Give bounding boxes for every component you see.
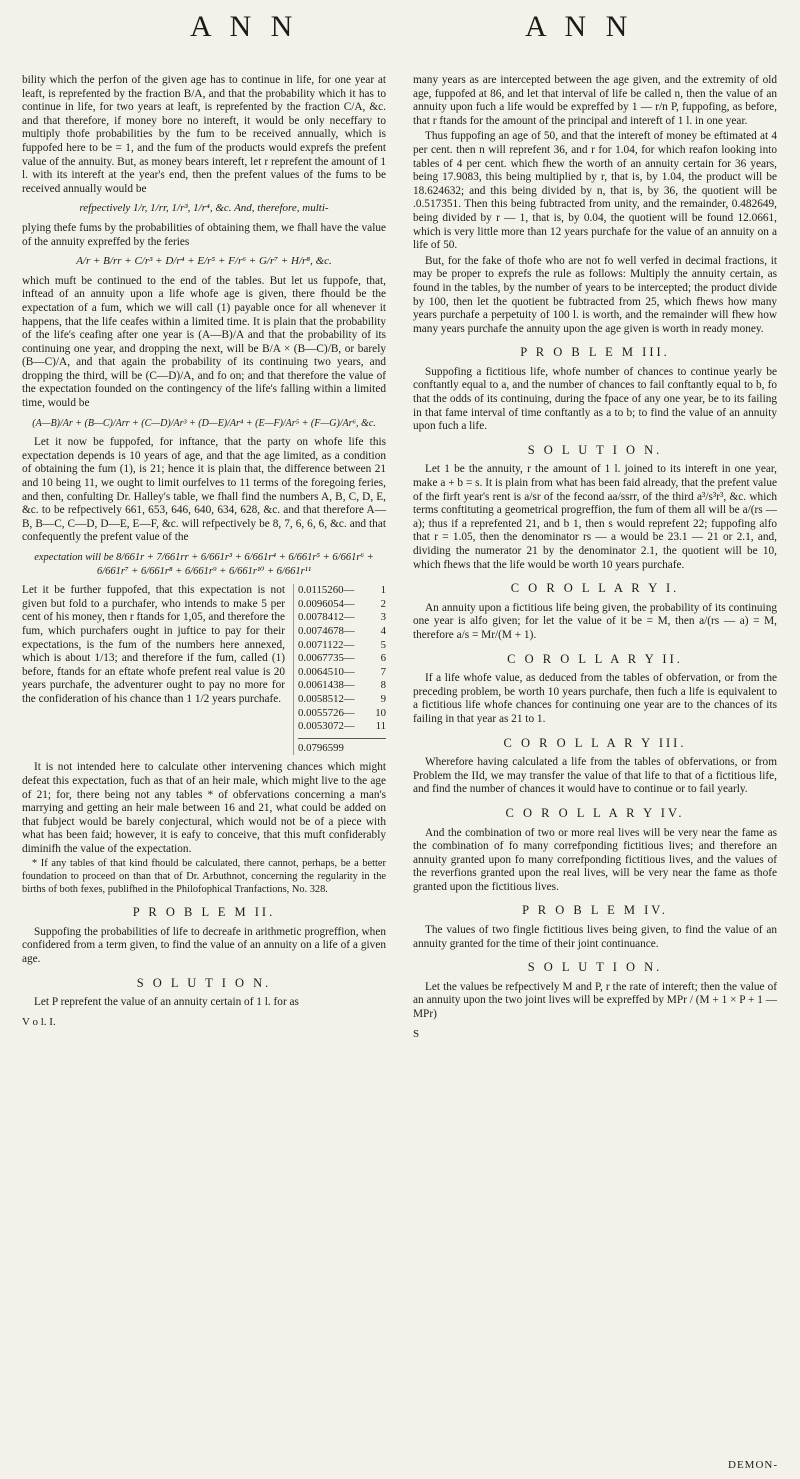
paragraph: Suppofing a fictitious life, whofe number of chances to continue yearly be conftantly equal to a, and the number of chances to fail conftantly equal to b, fo that the odds of its continuing, during the fpace of any one year, be to its failing in that fame interval of time conftantly as a to b; to find the value of an annuity upon fuch a life.	[413, 365, 777, 433]
paragraph: An annuity upon a fictitious life being given, the probability of its continuing one year is alfo given; for let the value of it be = M, then a/(rs — a) = M, therefore a/s = Mr/(M + 1).	[413, 601, 777, 641]
section-heading: P R O B L E M IV.	[522, 903, 668, 918]
value-row: 0.0058512— 9	[298, 692, 386, 705]
value-row: 0.0061438— 8	[298, 679, 386, 692]
running-header-left: A N N	[190, 10, 299, 43]
value-row: 0.0096054— 2	[298, 597, 386, 610]
value-row: 0.0064510— 7	[298, 665, 386, 678]
section-heading: P R O B L E M II.	[132, 905, 276, 920]
paragraph: Suppofing the probabilities of life to decreafe in arithmetic progreffion, when confidered from a term given, to find the value of an annuity on a life of a given age.	[22, 925, 386, 966]
formula: A/r + B/rr + C/r³ + D/r⁴ + E/r⁵ + F/r⁶ + G/r⁷ + H/r⁸, &c.	[76, 255, 332, 268]
catchword: DEMON-	[728, 1459, 778, 1471]
section-heading: C O R O L L A R Y IV.	[505, 805, 685, 820]
section-heading: S O L U T I O N.	[527, 442, 663, 457]
value-row: 0.0067735— 6	[298, 652, 386, 665]
paragraph: plying thefe fums by the probabilities of obtaining them, we fhall have the value of the annuity expreffed by the feries	[22, 221, 386, 248]
value-row: 0.0074678— 4	[298, 624, 386, 637]
section-heading: S O L U T I O N.	[527, 960, 663, 975]
section-heading: P R O B L E M III.	[520, 345, 670, 360]
paragraph: which muft be continued to the end of the tables. But let us fuppofe, that, inftead of an annuity upon a life whofe age is given, there fhould be the expectation of a fum, which we will call (1) payable once for all whenever it happens, that the life ceafes within a limited time. It is plain that the probability of the life's ceafing after one year is (A—B)/A and that the probability of its continuing one year, and dropping the next, will be B/A × (B—C)/B, or barely (B—C)/A, and that again the probability of its continuing two years, and dropping the third, will be (C—D)/A, and fo on; and that therefore the value of the expectation founded on the contingency of the life's falling within a limited time, would be	[22, 274, 386, 410]
right-column	[413, 74, 777, 1464]
values-sum: 0.0796599	[298, 738, 386, 756]
paragraph: But, for the fake of thofe who are not fo well verfed in decimal fractions, it may be proper to exprefs the rule as follows: Multiply the annuity certain, as found in the tables, by the number of years to be intercepted; the product divide by 100, then let the quotient be fubtracted from 25, which fhews how many years purchafe a perpetuity of 100 l. is worth, and the remainder will fhew how many years purchafe the annuity upon the age given is worth in ready money.	[413, 254, 777, 335]
paragraph: The values of two fingle fictitious lives being given, to find the value of an annuity granted for the time of their joint continuance.	[413, 924, 777, 950]
paragraph: Let it now be fuppofed, for inftance, that the party on whofe life this expectation depends is 10 years of age, and that the age limited, as a condition of obtaining the fum (1), is 21; hence it is plain that, the difference between 21 and 10 being 11, we ought to limit ourfelves to 11 terms of the foregoing feries, and then, confulting Dr. Halley's table, we fhall find the numbers A, B, C, D, E, &c. to be refpectively 661, 653, 646, 640, 634, 628, &c. and that therefore A—B, B—C, C—D, D—E, E—F, &c. will refpectively be 8, 7, 6, 6, 6, &c. and that confequently the prefent value of the	[22, 436, 386, 544]
footnote: * If any tables of that kind fhould be calculated, there cannot, perhaps, be a better foundation to proceed on than that of Dr. Arbuthnot, concerning the regularity in the births of both fexes, publifhed in the Philofophical Tranfactions, No. 328.	[22, 858, 386, 895]
formula: refpectively 1/r, 1/rr, 1/r³, 1/r⁴, &c. And, therefore, multi-	[79, 202, 329, 215]
paragraph: bility which the perfon of the given age has to continue in life, for one year at leaft, is reprefented by the fraction B/A, and that the probability which it has to continue in life, for two years at leaft, is reprefented by the fraction C/A, &c. and that therefore, if money bore no intereft, it would be only neceffary to multiply thofe probabilities by the fum to be received annually, which is fuppofed here to be = 1, and the fum of the products would exprefs the prefent value of the annuity. But, as money bears intereft, let r reprefent the amount of 1 l. with its intereft at the year's end, then the prefent values of the fums to be received annually would be	[22, 74, 386, 195]
value-row: 0.0078412— 3	[298, 611, 386, 624]
values-list	[293, 584, 386, 755]
value-row: 0.0115260— 1	[298, 584, 386, 597]
table-explanation: Let it be further fuppofed, that this expectation is not given but fold to a purchafer, who intends to make 5 per cent of his money, then r ftands for 1,05, and therefore the fum, which purchafers ought in juftice to pay for their expectations, is the fum of the numbers here annexed, which is about 1/13; and therefore if the fum, called (1) before, ftands for an eftate whofe prefent real value is 20 years purchafe, the adventurer ought to pay no more for the confideration of his chance than 1 1/2 years purchafe.	[22, 584, 285, 705]
paragraph: Thus fuppofing an age of 50, and that the intereft of money be eftimated at 4 per cent. then n will reprefent 36, and r for 1.04, for which reafon looking into tables of 4 per cent. which fhew the worth of an annuity certain for 36 years, being 17.9083, this being multiplied by r, that is, by 1.04, the product will be 18.624632; and this being divided by n, that is, by 36, the quotient will be .0.517351. Then this being fubtracted from unity, and the remainder, 0.482649, being divided by r — 1, that is, by 0.04, the quotient will be found 12.0661, which is very little more than 12 years purchafe for the value of an annuity on a life of 50.	[413, 130, 777, 252]
value-row: 0.0053072— 11	[298, 720, 386, 733]
paragraph: If a life whofe value, as deduced from the tables of obfervation, or from the preceding problem, be worth 10 years purchafe, then fuch a life is equivalent to a fictitious life whofe chances for continuing one year are to the chances of its failing in that year as 21 to 1.	[413, 672, 777, 725]
signature-mark: V o l. I.	[22, 1015, 56, 1028]
section-heading: C O R O L L A R Y III.	[503, 735, 687, 750]
paragraph: It is not intended here to calculate other intervening chances which might defeat this expectation, fuch as that of an heir male, which might live to the age of 21; for, there being not any tables * of obfervations concerning a man's marrying and getting an heir male between 16 and 21, what could be added on that fubject would be barely conjectural, which would not be of a piece with what has been faid; however, it is eafy to conceive, that this muft confiderably diminifh the value of the expectation.	[22, 761, 386, 855]
section-heading: C O R O L L A R Y II.	[507, 651, 683, 666]
paragraph: many years as are intercepted between the age given, and the extremity of old age, fuppofed at 86, and let that interval of life be called n, then the value of an annuity upon fuch a life would be expreffed by 1 — r/n P, fuppofing, as before, that r ftands for the amount of the principal and intereft of 1 l. in one year.	[413, 74, 777, 127]
left-column	[22, 74, 386, 1464]
value-row: 0.0071122— 5	[298, 638, 386, 651]
paragraph: Let 1 be the annuity, r the amount of 1 l. joined to its intereft in one year, make a + b = s. It is plain from what has been faid already, that the prefent value of the firft year's rent is a/sr of the fecond aa/ssrr, of the third a³/s³r³, &c. which terms conftituting a geometrical progreffion, the fum of them all will be a/(rs — a); thus if a reprefented 21, and b 1, then s would reprefent 22; fuppofing alfo that r = 1.05, then the denominator rs — a would be 23.1 — 21 or 2.1, and, dividing the numerator 21 by the denominator 2.1, the quotient will be 10, which fhews that the life would be worth 10 years purchafe.	[413, 463, 777, 571]
expectation-table	[22, 584, 386, 755]
paragraph: Wherefore having calculated a life from the tables of obfervations, or from Problem the IId, we may transfer the value of that life to that of a fictitious life, and find the number of chances it would have to continue or to fail yearly.	[413, 756, 777, 796]
formula: expectation will be 8/661r + 7/661rr + 6/661r³ + 6/661r⁴ + 6/661r⁵ + 6/661r⁶ + 6/661r⁷ + 6/661r⁸ + 6/661r⁹ + 6/661r¹⁰ + 6/661r¹¹	[34, 552, 374, 577]
formula: (A—B)/Ar + (B—C)/Arr + (C—D)/Ar³ + (D—E)/Ar⁴ + (E—F)/Ar⁵ + (F—G)/Ar⁶, &c.	[32, 417, 376, 429]
paragraph: Let P reprefent the value of an annuity certain of 1 l. for as	[34, 996, 299, 1009]
section-heading: C O R O L L A R Y I.	[510, 581, 680, 596]
paragraph: Let the values be refpectively M and P, r the rate of intereft; then the value of an annuity upon the two joint lives will be expreffed by MPr / (M + 1 × P + 1 — MPr)	[413, 980, 777, 1021]
signature-mark: S	[413, 1027, 420, 1040]
paragraph: And the combination of two or more real lives will be very near the fame as the combination of fo many correfponding fictitious lives; and therefore an annuity granted upon fo many correfponding fictitious lives, and the values of the reverfions granted upon the real lives, will be very near the fame as thofe granted upon the fictitious lives.	[413, 826, 777, 893]
value-row: 0.0055726— 10	[298, 706, 386, 719]
section-heading: S O L U T I O N.	[136, 975, 272, 990]
running-header-right: A N N	[525, 10, 634, 43]
